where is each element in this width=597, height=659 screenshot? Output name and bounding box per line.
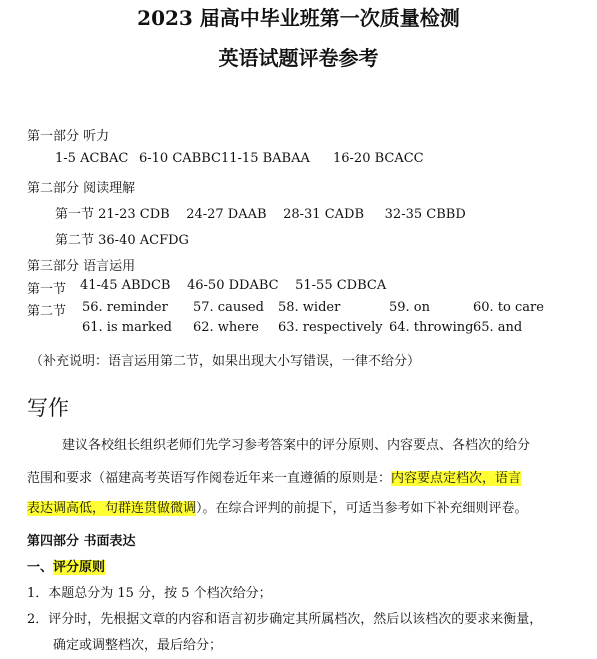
supplementary-note: （补充说明：语言运用第二节，如果出现大小写错误，一律不给分） <box>30 354 421 369</box>
part2-heading: 第二部分 阅读理解 <box>27 181 136 196</box>
answer-cell: 65. and <box>473 320 523 335</box>
document-title: 2023 届高中毕业班第一次质量检测 <box>137 6 460 30</box>
answer-cell: 57. caused <box>193 300 264 315</box>
part3-heading: 第三部分 语言运用 <box>27 259 136 274</box>
answer-cell: 60. to care <box>473 300 544 315</box>
highlighted-principle: 内容要点定档次，语言 <box>391 471 522 486</box>
part4-heading: 第四部分 书面表达 <box>27 534 136 549</box>
answer-cell: 56. reminder <box>82 300 168 315</box>
part3-section2-label: 第二节 <box>27 304 67 319</box>
writing-para-line2 <box>27 465 521 493</box>
writing-para-line3 <box>27 495 528 523</box>
answer-cell: 64. throwing <box>389 320 474 335</box>
answer-group: 1-5 ACBAC <box>55 151 129 166</box>
writing-para-line1: 建议各校组长组织老师们先学习参考答案中的评分原则、内容要点、各档次的给分 <box>62 438 531 453</box>
answer-group: 11-15 BABAA <box>221 151 310 166</box>
writing-para-line2-text: 范围和要求（福建高考英语写作阅卷近年来一直遵循的原则是： <box>27 471 392 486</box>
answer-group: 6-10 CABBC <box>139 151 221 166</box>
answer-cell: 59. on <box>389 300 431 315</box>
part2-section1: 第一节 21-23 CDB 24-27 DAAB 28-31 CADB 32-35 CBBD <box>55 207 466 222</box>
answer-cell: 58. wider <box>278 300 341 315</box>
document-subtitle: 英语试题评卷参考 <box>218 46 379 70</box>
part2-section2: 第二节 36-40 ACFDG <box>55 233 189 248</box>
scoring-principles-title: 评分原则 <box>53 560 106 575</box>
section-number: 一、 <box>27 560 54 575</box>
writing-para-line3-text: ）。在综合评判的前提下，可适当参考如下补充细则评卷。 <box>196 501 528 516</box>
rule-item-2: 2．评分时，先根据文章的内容和语言初步确定其所属档次，然后以该档次的要求来衡量， <box>27 612 543 627</box>
scoring-principles-heading <box>27 556 105 575</box>
highlighted-principle: 表达调高低，句群连贯做微调 <box>27 501 197 516</box>
rule-item-2-continued: 确定或调整档次，最后给分； <box>53 638 223 653</box>
part3-section1-answers: 41-45 ABDCB 46-50 DDABC 51-55 CDBCA <box>80 278 387 293</box>
part3-section1-label: 第一节 <box>27 282 67 297</box>
answer-cell: 62. where <box>193 320 259 335</box>
part1-heading: 第一部分 听力 <box>27 129 110 144</box>
rule-item-1: 1．本题总分为 15 分，按 5 个档次给分； <box>27 586 272 601</box>
answer-cell: 61. is marked <box>82 320 172 335</box>
answer-cell: 63. respectively <box>278 320 383 335</box>
writing-heading: 写作 <box>27 396 69 420</box>
answer-group: 16-20 BCACC <box>333 151 424 166</box>
